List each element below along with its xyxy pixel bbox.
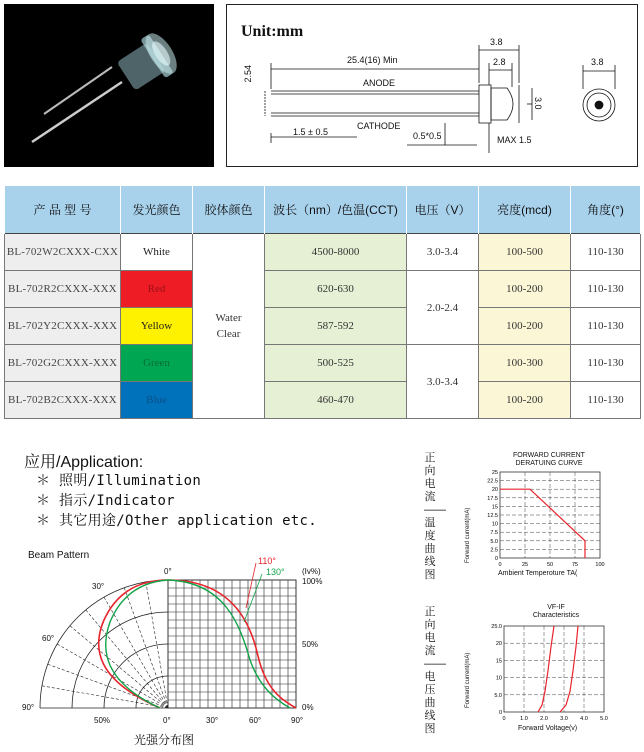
cell-wavelength: 587-592 <box>265 308 407 345</box>
iv-tick-100: 100% <box>302 577 323 586</box>
cell-voltage: 2.0-2.4 <box>407 271 479 345</box>
table-row <box>5 271 641 308</box>
derating-x-tick: 50 <box>546 562 554 568</box>
derating-y-tick: 22.5 <box>487 478 498 485</box>
cell-brightness: 100-300 <box>479 345 571 382</box>
table-header-row <box>5 186 641 234</box>
vfif-chart <box>484 622 614 724</box>
bottom-label-30: 30° <box>206 716 219 725</box>
dim-lead-section: 0.5*0.5 <box>413 131 442 141</box>
bottom-label-50: 50% <box>94 716 111 725</box>
vfif-xlabel: Forward Voltage(v) <box>518 725 578 732</box>
derating-y-tick: 20 <box>491 487 498 494</box>
vfif-title: VF-IF Characteristics <box>532 604 580 619</box>
derating-y-tick: 0 <box>494 556 498 562</box>
cell-color: White <box>121 234 193 271</box>
cell-angle: 110-130 <box>571 345 641 382</box>
bottom-label-0: 0° <box>163 716 171 725</box>
cell-wavelength: 620-630 <box>265 271 407 308</box>
vfif-x-tick: 3.0 <box>560 716 568 722</box>
derating-y-tick: 7.5 <box>490 530 498 537</box>
iv-tick-0: 0% <box>302 703 314 712</box>
application-title: 应用/Application: <box>24 454 144 471</box>
vfif-ylabel: Forward current(mA) <box>465 652 471 708</box>
cell-angle: 110-130 <box>571 271 641 308</box>
vfif-series-line <box>560 626 578 712</box>
table-row <box>5 234 641 271</box>
derating-ylabel: Forward current(mA) <box>465 507 471 563</box>
cell-color: Yellow <box>121 308 193 345</box>
unit-label: Unit:mm <box>241 23 304 40</box>
cell-color: Blue <box>121 382 193 419</box>
vfif-side-label: 正向电流——电压曲线图 <box>424 606 446 735</box>
vfif-y-tick: 10 <box>495 675 502 682</box>
table-row <box>5 345 641 382</box>
derating-x-tick: 100 <box>595 562 605 568</box>
curve-label-130: 130° <box>266 567 285 577</box>
beam-title: Beam Pattern <box>28 550 90 561</box>
curve-label-110: 110° <box>258 556 276 566</box>
vfif-y-tick: 5.0 <box>494 692 502 699</box>
vfif-x-tick: 4.0 <box>580 716 588 722</box>
vfif-x-tick: 2.0 <box>540 716 548 722</box>
derating-x-tick: 25 <box>521 562 529 568</box>
vfif-series-line <box>538 626 554 712</box>
product-photo <box>4 4 214 167</box>
cell-brightness: 100-200 <box>479 382 571 419</box>
cell-angle: 110-130 <box>571 382 641 419</box>
iv-label: (Iv%) <box>302 567 321 576</box>
header-body-color: 胶体颜色 <box>193 186 265 234</box>
cell-model: BL-702R2CXXX-XXX <box>5 271 121 308</box>
derating-side-label: 正向电流——温度曲线图 <box>424 452 446 581</box>
header-wavelength: 波长（nm）/色温(CCT) <box>265 186 407 234</box>
cell-brightness: 100-200 <box>479 308 571 345</box>
dimension-drawing <box>226 4 638 167</box>
anode-label: ANODE <box>363 78 396 88</box>
dim-3-8-top: 3.8 <box>490 37 503 47</box>
cell-model: BL-702Y2CXXX-XXX <box>5 308 121 345</box>
derating-x-tick: 0 <box>498 562 502 568</box>
header-emit-color: 发光颜色 <box>121 186 193 234</box>
derating-y-tick: 2.5 <box>490 547 498 554</box>
application-item: ＊ 其它用途/Other application etc. <box>36 513 317 529</box>
cell-body-color: Water Clear <box>193 234 265 419</box>
cell-model: BL-702W2CXXX-CXX <box>5 234 121 271</box>
dim-max: MAX 1.5 <box>497 135 532 145</box>
derating-xlabel: Ambient Temperoture TA( <box>498 570 578 577</box>
cell-wavelength: 4500-8000 <box>265 234 407 271</box>
angle-label-90: 90° <box>22 703 35 712</box>
vfif-y-tick: 25.0 <box>491 624 502 630</box>
table-row <box>5 308 641 345</box>
bottom-label-60: 60° <box>249 716 262 725</box>
iv-tick-50: 50% <box>302 640 319 649</box>
vfif-y-tick: 15 <box>495 658 502 665</box>
derating-y-tick: 17.5 <box>487 495 498 502</box>
header-model: 产 品 型 号 <box>5 186 121 234</box>
cell-wavelength: 460-470 <box>265 382 407 419</box>
cell-model: BL-702B2CXXX-XXX <box>5 382 121 419</box>
dimension-svg <box>227 5 637 166</box>
application-item: ＊ 指示/Indicator <box>36 493 175 509</box>
derating-y-tick: 10 <box>491 521 498 528</box>
table-row <box>5 382 641 419</box>
cell-brightness: 100-200 <box>479 271 571 308</box>
angle-label-60: 60° <box>42 634 55 643</box>
derating-y-tick: 5.0 <box>490 538 498 545</box>
dim-lead-length: 25.4(16) Min <box>347 55 398 65</box>
vfif-x-tick: 0 <box>502 716 506 722</box>
header-brightness: 亮度(mcd) <box>479 186 571 234</box>
dim-2-8: 2.8 <box>493 57 506 67</box>
cell-model: BL-702G2CXXX-XXX <box>5 345 121 382</box>
dim-3-0: 3.0 <box>533 97 543 110</box>
spec-table <box>4 186 641 419</box>
vfif-x-tick: 1.0 <box>520 716 528 722</box>
cell-brightness: 100-500 <box>479 234 571 271</box>
derating-y-tick: 15 <box>491 504 498 511</box>
cell-voltage: 3.0-3.4 <box>407 345 479 419</box>
derating-y-tick: 12.5 <box>487 513 498 519</box>
vfif-y-tick: 20 <box>495 641 502 648</box>
derating-title: FORWARD CURRENT DERATUING CURVE <box>513 452 585 467</box>
cell-color: Red <box>121 271 193 308</box>
cathode-label: CATHODE <box>357 121 401 131</box>
cell-color: Green <box>121 345 193 382</box>
cell-wavelength: 500-525 <box>265 345 407 382</box>
dim-1-5: 1.5 ± 0.5 <box>293 127 328 137</box>
derating-y-tick: 25 <box>491 470 498 476</box>
angle-label-0: 0° <box>164 567 172 576</box>
cell-angle: 110-130 <box>571 234 641 271</box>
beam-caption: 光强分布图 <box>134 733 195 747</box>
beam-pattern-chart <box>0 560 330 730</box>
header-voltage: 电压（V） <box>407 186 479 234</box>
derating-x-tick: 75 <box>571 562 579 568</box>
cell-voltage: 3.0-3.4 <box>407 234 479 271</box>
vfif-y-tick: 0 <box>498 710 502 716</box>
dim-side-3-8: 3.8 <box>591 57 604 67</box>
dim-2-54: 2.54 <box>243 65 253 83</box>
vfif-x-tick: 5.0 <box>600 716 608 722</box>
application-item: ＊ 照明/Illumination <box>36 473 202 489</box>
bottom-label-90: 90° <box>291 716 304 725</box>
header-angle: 角度(°) <box>571 186 641 234</box>
angle-label-30: 30° <box>92 582 105 591</box>
cell-angle: 110-130 <box>571 308 641 345</box>
derating-chart <box>480 468 610 570</box>
